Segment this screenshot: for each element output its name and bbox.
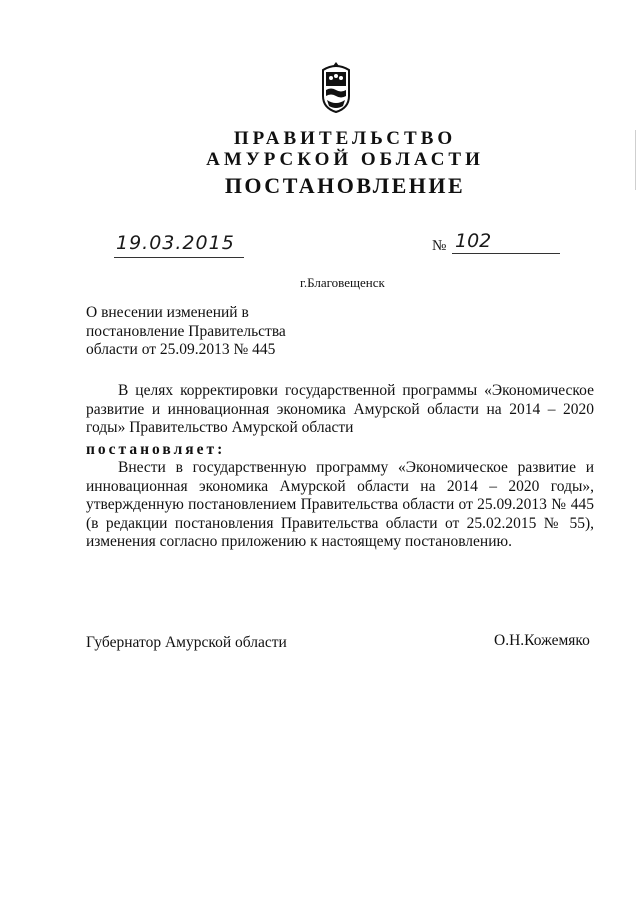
date-underline	[114, 257, 244, 258]
city: г.Благовещенск	[300, 275, 385, 290]
resolves-word: постановляет:	[86, 441, 226, 458]
preamble-paragraph: В целях корректировки государственной программы «Экономическое развитие и инновационная экономика Амурской области на 2014 – 2020 годы» Правительство Амурской области	[86, 382, 594, 436]
number-label: №	[432, 238, 447, 254]
amur-region-coat-of-arms-icon	[319, 60, 353, 114]
resolution-paragraph: Внести в государственную программу «Экономическое развитие и инновационная экономика Амурской области на 2014 – 2020 годы», утвержденную постановлением Правительства области от 25.09.2013 № 445 (в редакции постановления Правительства области от 25.02.2015 № 55), изменения согласно приложению к настоящему постановлению.	[86, 459, 594, 550]
signatory-name: О.Н.Кожемяко	[494, 632, 590, 649]
scan-edge-mark	[635, 130, 636, 190]
subject-line: постановление Правительства	[86, 322, 286, 340]
document-date: 19.03.2015	[116, 232, 235, 254]
document-number: 102	[455, 230, 492, 252]
subject-line: О внесении изменений в	[86, 304, 249, 321]
number-underline	[452, 253, 560, 254]
document-subject	[86, 304, 286, 360]
signatory-title: Губернатор Амурской области	[86, 634, 287, 651]
issuer-title: ПРАВИТЕЛЬСТВО	[233, 128, 457, 149]
subject-line: области от 25.09.2013 № 445	[86, 341, 276, 358]
issuer-region: АМУРСКОЙ ОБЛАСТИ	[206, 149, 484, 170]
document-type: ПОСТАНОВЛЕНИЕ	[224, 173, 466, 198]
